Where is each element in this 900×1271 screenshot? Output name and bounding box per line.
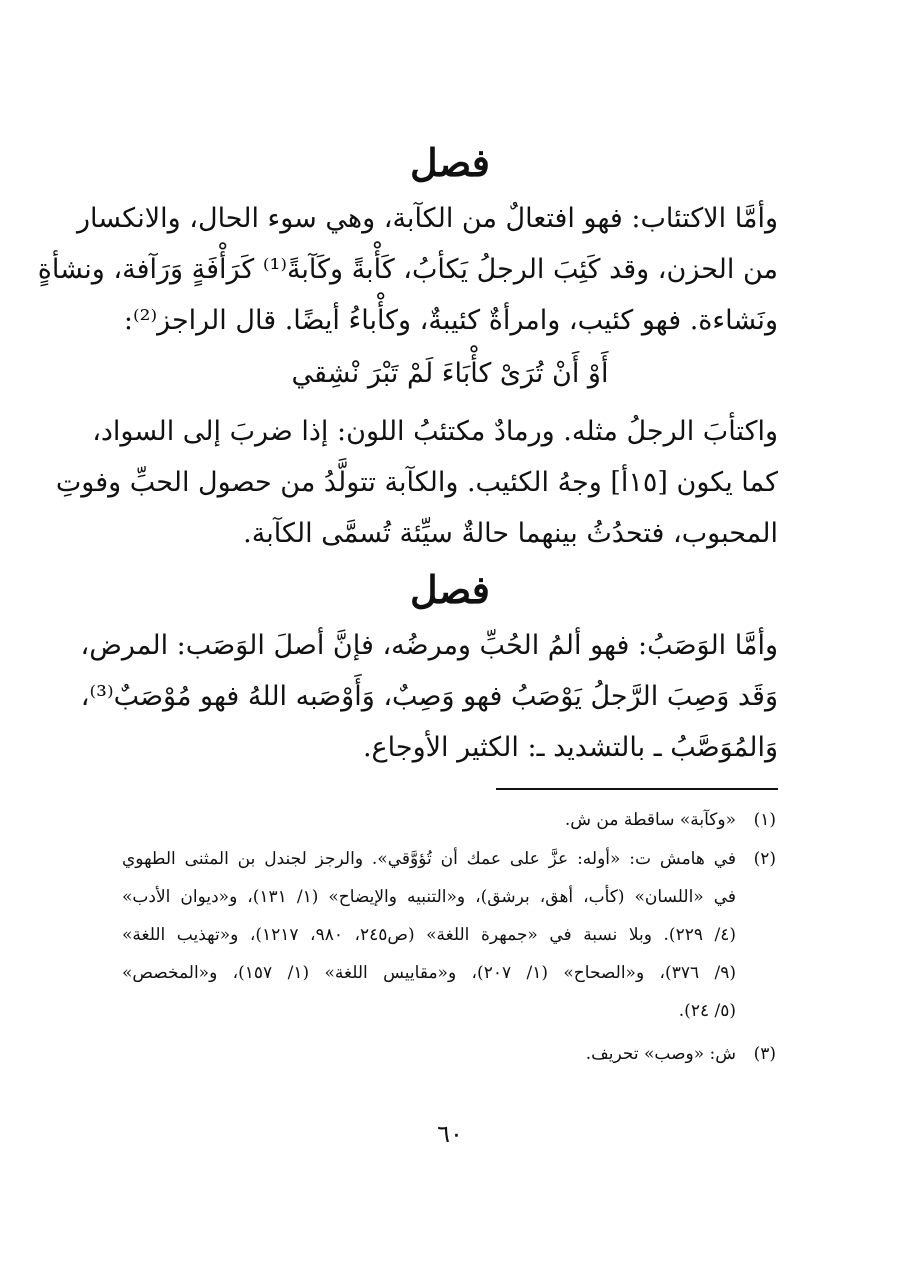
footnote-3 bbox=[122, 1040, 776, 1068]
poetry-verse: أَوْ أَنْ تُرَىْ كأْبَاءَ لَمْ تَبْرَ نْشِقي bbox=[291, 358, 609, 389]
footnote-2-line-4: (٩/ ٣٧٦)، و«الصحاح» (١/ ٢٠٧)، و«مقاييس اللغة» (١/ ١٥٧)، و«المخصص» bbox=[122, 963, 736, 983]
paragraph-3-line-2: وَقَد وَصِبَ الرَّجلُ يَوْصَبُ فهو وَصِبٌ، وَأَوْصَبه اللهُ فهو مُوْصَبٌ⁽³⁾، bbox=[80, 681, 778, 712]
footnote-2-line-1 bbox=[122, 845, 776, 873]
footnote-3-text: ش: «وصب» تحريف. bbox=[585, 1044, 736, 1064]
footnote-separator bbox=[496, 788, 778, 790]
paragraph-2-line-2: كما يكون [١٥أ] وجهُ الكئيب. والكآبة تتولَّدُ من حصول الحبِّ وفوتِ bbox=[55, 467, 778, 498]
footnote-2-text-1: في هامش ت: «أوله: عزَّ على عمك أن تُؤوَّقي». والرجز لجندل بن المثنى الطهوي bbox=[122, 849, 736, 869]
footnote-3-number: (٣) bbox=[753, 1044, 776, 1064]
paragraph-3-line-3: وَالمُوَصَّبُ ـ بالتشديد ـ: الكثير الأوجاع. bbox=[362, 732, 778, 763]
paragraph-2-line-3: المحبوب، فتحدُثُ بينهما حالةٌ سيِّئة تُسمَّى الكآبة. bbox=[243, 518, 778, 549]
footnote-2-line-5: (٥/ ٢٤). bbox=[678, 1001, 736, 1021]
paragraph-1-line-1: وأمَّا الاكتئاب: فهو افتعالٌ من الكآبة، وهي سوء الحال، والانكسار bbox=[76, 203, 778, 234]
footnote-1 bbox=[122, 806, 776, 834]
section-title-1: فصل bbox=[410, 140, 490, 185]
footnote-1-number: (١) bbox=[753, 810, 776, 830]
paragraph-1-line-2: من الحزن، وقد كَئِبَ الرجلُ يَكأبُ، كَأْبةً وكَآبةً⁽¹⁾ كَرَأْفَةٍ وَرَآفة، ونشأةٍ bbox=[37, 254, 778, 285]
paragraph-3-line-1: وأمَّا الوَصَبُ: فهو ألمُ الحُبِّ ومرضُه، فإنَّ أصلَ الوَصَب: المرض، bbox=[80, 630, 778, 661]
footnote-1-text: «وكآبة» ساقطة من ش. bbox=[564, 810, 736, 830]
page-number: ٦٠ bbox=[437, 1120, 463, 1148]
paragraph-2-line-1: واكتأبَ الرجلُ مثله. ورمادٌ مكتئبُ اللون: إذا ضربَ إلى السواد، bbox=[92, 416, 778, 447]
footnote-2-number: (٢) bbox=[753, 849, 776, 869]
footnote-2-line-2: في «اللسان» (كأب، أهق، برشق)، و«التنبيه والإيضاح» (١/ ١٣١)، و«ديوان الأدب» bbox=[122, 887, 736, 907]
footnote-2-line-3: (٤/ ٢٢٩). وبلا نسبة في «جمهرة اللغة» (ص٢٤٥، ٩٨٠، ١٢١٧)، و«تهذيب اللغة» bbox=[122, 925, 737, 945]
section-title-2: فصل bbox=[410, 567, 490, 612]
paragraph-1-line-3: ونَشاءة. فهو كئيب، وامرأةٌ كئيبةٌ، وكأْباءُ أيضًا. قال الراجز⁽²⁾: bbox=[123, 305, 778, 336]
